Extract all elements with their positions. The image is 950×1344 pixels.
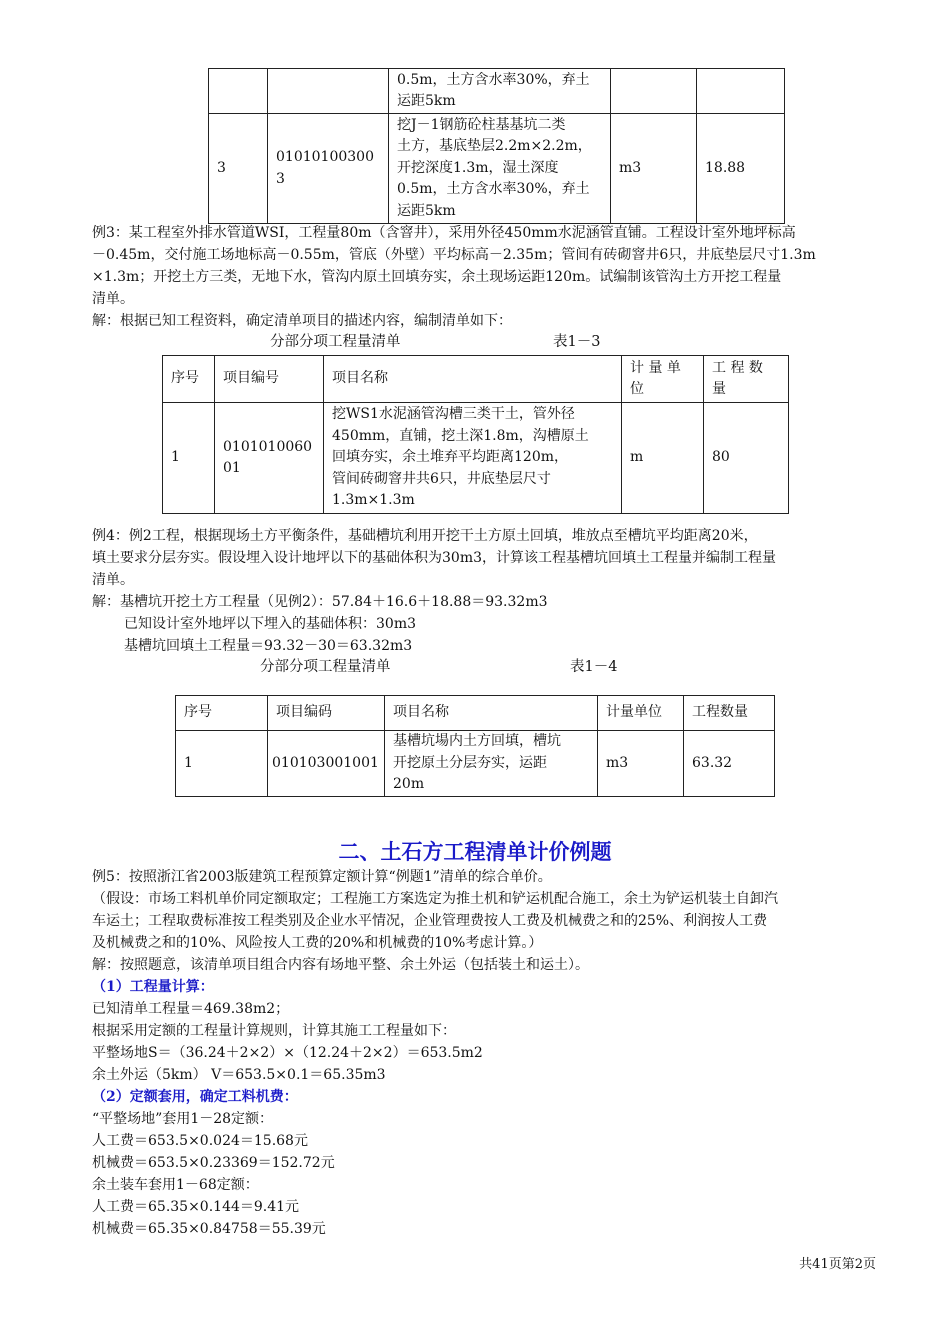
text-line: 清单。: [92, 572, 134, 588]
name-line: 运距5km: [397, 93, 456, 109]
seq-cell: 1: [163, 403, 215, 514]
name-line: 450mm，直铺，挖土深1.8m，沟槽原土: [332, 427, 589, 444]
calc-line: 机械费＝653.5×0.23369＝152.72元: [92, 1155, 335, 1171]
unit-cell: [611, 69, 697, 114]
qty-cell: [697, 69, 785, 114]
header-line: 量: [712, 381, 726, 397]
table14-label: 表1－4: [570, 659, 618, 675]
calc-line: 人工费＝653.5×0.024＝15.68元: [92, 1133, 308, 1149]
table-row: [209, 69, 785, 114]
top-table: [208, 68, 785, 224]
calc-line: 已知清单工程量＝469.38m2；: [92, 1001, 290, 1017]
code-line: 0101010060: [223, 438, 313, 455]
name-line: 20m: [393, 776, 425, 793]
subheading: （1）工程量计算：: [92, 979, 214, 995]
seq-cell: 3: [209, 114, 268, 224]
solution-line: 解：根据已知工程资料，确定清单项目的描述内容，编制清单如下：: [92, 313, 512, 329]
text-line: －0.45m，交付施工场地标高－0.55m，管底（外壁）平均标高－2.35m；管间有砖砌窨井6只，井底垫层尺寸1.3m: [92, 247, 816, 263]
name-line: 管间砖砌窨井共6只，井底垫层尺寸: [332, 470, 551, 487]
code-line: 01: [223, 460, 241, 476]
page-footer: 共41页第2页: [799, 1257, 876, 1272]
text-line: 例3：某工程室外排水管道WSI，工程量80m（含窨井），采用外径450mm水泥涵管直铺。工程设计室外地坪标高: [92, 225, 796, 241]
calc-line: 基槽坑回填土工程量＝93.32－30＝63.32m3: [124, 638, 413, 654]
table13-label: 表1－3: [553, 334, 601, 350]
name-line: 开挖原土分层夯实，运距: [393, 754, 547, 771]
code-cell: [268, 114, 389, 224]
text-line: 解：按照题意，该清单项目组合内容有场地平整、余土外运（包括装土和运土）。: [92, 957, 589, 973]
name-line: 挖WS1水泥涵管沟槽三类干土，管外径: [332, 406, 575, 423]
header-qty: [704, 356, 789, 403]
table-row: [176, 731, 775, 797]
table-row: [163, 403, 789, 514]
calc-line: 余土装车套用1－68定额：: [92, 1177, 259, 1193]
calc-line: 解：基槽坑开挖土方工程量（见例2）：57.84＋16.6＋18.88＝93.32m3: [92, 594, 548, 610]
seq-cell: [209, 69, 268, 114]
subheading: （2）定额套用，确定工料机费：: [92, 1089, 298, 1105]
name-line: 回填夯实，余土堆弃平均距离120m，: [332, 449, 568, 466]
table-header-row: [176, 696, 775, 731]
qty-cell: 18.88: [697, 114, 785, 224]
seq-cell: 1: [176, 731, 268, 797]
calc-line: “平整场地”套用1－28定额：: [92, 1111, 274, 1127]
name-line: 挖J－1钢筋砼柱基基坑二类: [397, 116, 566, 133]
text-line: 清单。: [92, 291, 134, 307]
header-qty: 工程数量: [684, 696, 775, 731]
table-row: [209, 114, 785, 224]
header-line: 位: [630, 381, 644, 397]
header-line: 工 程 数: [712, 359, 763, 376]
table14-title: 分部分项工程量清单: [260, 659, 391, 675]
name-line: 运距5km: [397, 202, 456, 219]
code-cell: 010103001001: [268, 731, 385, 797]
header-line: 计 量 单: [630, 359, 681, 376]
text-line: 填土要求分层夯实。假设埋入设计地坪以下的基础体积为30m3，计算该工程基槽坑回填土工程量并编制工程量: [92, 550, 776, 566]
table-header-row: [163, 356, 789, 403]
code-text: 010101003003: [276, 149, 374, 187]
header-code: 项目编码: [268, 696, 385, 731]
header-unit: [622, 356, 704, 403]
text-line: 车运土；工程取费标准按工程类别及企业水平情况，企业管理费按人工费及机械费之和的25%、利润按人工费: [92, 913, 768, 929]
name-line: 1.3m×1.3m: [332, 492, 415, 509]
name-cell: [324, 403, 622, 514]
calc-line: 人工费＝65.35×0.144＝9.41元: [92, 1199, 300, 1215]
text-line: 例5：按照浙江省2003版建筑工程预算定额计算“例题1”清单的综合单价。: [92, 869, 552, 885]
example3-text: [92, 222, 908, 332]
section2-body: [92, 866, 908, 1240]
unit-cell: m3: [611, 114, 697, 224]
section-title: 二、土石方工程清单计价例题: [338, 839, 612, 864]
calc-line: 已知设计室外地坪以下埋入的基础体积：30m3: [124, 616, 416, 632]
text-line: ×1.3m；开挖土方三类，无地下水，管沟内原土回填夯实，余土现场运距120m。试编制该管沟土方开挖工程量: [92, 269, 782, 285]
name-line: 0.5m，土方含水率30%，弃土: [397, 71, 590, 88]
unit-cell: m: [622, 403, 704, 514]
name-line: 0.5m，土方含水率30%，弃土: [397, 181, 590, 198]
text-line: 及机械费之和的10%、风险按人工费的20%和机械费的10%考虑计算。）: [92, 935, 543, 951]
header-name: 项目名称: [324, 356, 622, 403]
qty-cell: 63.32: [684, 731, 775, 797]
header-unit: 计量单位: [598, 696, 684, 731]
name-cell: [389, 69, 611, 114]
unit-cell: m3: [598, 731, 684, 797]
header-seq: 序号: [176, 696, 268, 731]
calc-line: 余土外运（5km） V＝653.5×0.1＝65.35m3: [92, 1067, 386, 1083]
name-line: 开挖深度1.3m，湿土深度: [397, 159, 559, 176]
table-1-4: [175, 695, 775, 797]
code-cell: [268, 69, 389, 114]
calc-line: 机械费＝65.35×0.84758＝55.39元: [92, 1221, 326, 1237]
calc-line: 平整场地S＝（36.24＋2×2）×（12.24＋2×2）＝653.5m2: [92, 1045, 483, 1061]
name-cell: [389, 114, 611, 224]
header-seq: 序号: [163, 356, 215, 403]
table-1-3: [162, 355, 789, 514]
header-name: 项目名称: [385, 696, 598, 731]
table13-title: 分部分项工程量清单: [270, 334, 401, 350]
example4-text: [92, 525, 908, 657]
name-cell: [385, 731, 598, 797]
calc-line: 根据采用定额的工程量计算规则，计算其施工工程量如下：: [92, 1023, 456, 1039]
code-cell: [215, 403, 324, 514]
header-code: 项目编号: [215, 356, 324, 403]
text-line: 例4：例2工程，根据现场土方平衡条件，基础槽坑利用开挖干土方原土回填，堆放点至槽坑平均距离20米，: [92, 528, 758, 544]
name-line: 土方，基底垫层2.2m×2.2m，: [397, 138, 592, 155]
qty-cell: 80: [704, 403, 789, 514]
name-line: 基槽坑場内土方回填，槽坑: [393, 733, 561, 750]
text-line: （假设：市场工料机单价同定额取定；工程施工方案选定为推土机和铲运机配合施工，余土为铲运机装土自卸汽: [92, 891, 778, 907]
